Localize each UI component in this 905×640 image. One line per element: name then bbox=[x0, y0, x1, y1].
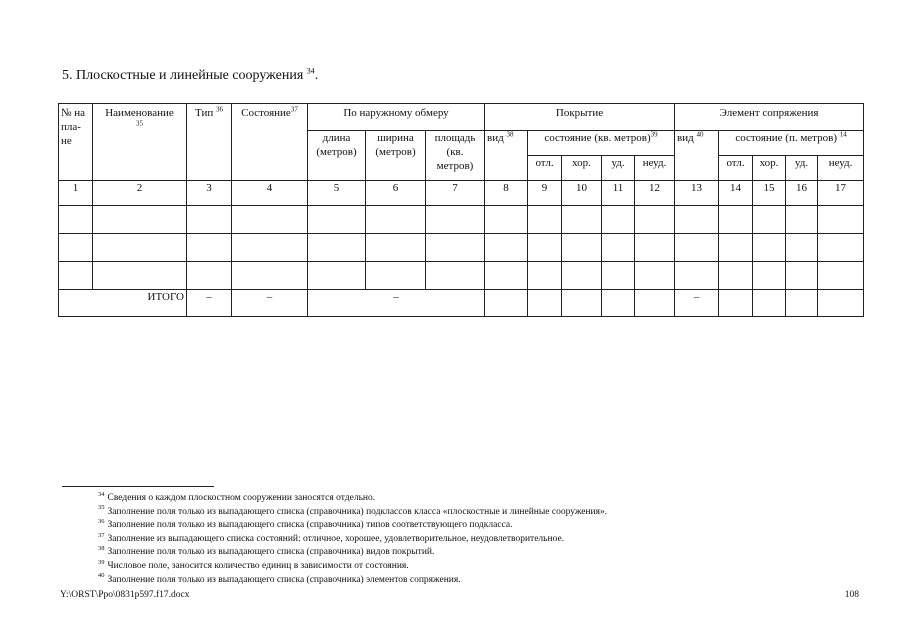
grade-cell: неуд. bbox=[635, 156, 675, 181]
grade-cell: отл. bbox=[528, 156, 562, 181]
header-state: Состояние$^{37}$ bbox=[232, 104, 308, 181]
col-number: 6 bbox=[366, 181, 426, 206]
table-row bbox=[59, 234, 864, 262]
grade-cell: хор. bbox=[753, 156, 786, 181]
grade-cell: хор. bbox=[562, 156, 602, 181]
col-number: 5 bbox=[308, 181, 366, 206]
header-name: Наименование $^{35}$ bbox=[93, 104, 187, 181]
header-joint-state: состояние (п. метров) $^{14}$ bbox=[719, 131, 864, 156]
header-type: Тип $^{36}$ bbox=[187, 104, 232, 181]
section-title: 5. Плоскостные и линейные сооружения $^{34}$. bbox=[62, 66, 319, 83]
section-title-text: 5. Плоскостные и линейные сооружения bbox=[62, 68, 304, 83]
col-number: 15 bbox=[753, 181, 786, 206]
header-cover: Покрытие bbox=[485, 104, 675, 131]
footnote-ref-34: 34 bbox=[306, 66, 315, 76]
footnote-item: $^{36}$ Заполнение поля только из выпадающего списка (справочника) типов соответствующего подкласса. bbox=[98, 518, 513, 531]
header-length: длина (метров) bbox=[308, 131, 366, 181]
footnote-separator bbox=[62, 486, 214, 487]
total-label: ИТОГО bbox=[59, 290, 187, 317]
col-number: 17 bbox=[818, 181, 864, 206]
col-number: 1 bbox=[59, 181, 93, 206]
col-number: 3 bbox=[187, 181, 232, 206]
total-dash: – bbox=[232, 290, 308, 317]
total-dash: – bbox=[187, 290, 232, 317]
header-cover-kind: вид $^{38}$ bbox=[485, 131, 528, 181]
total-dash: – bbox=[675, 290, 719, 317]
footnote-item: $^{35}$ Заполнение поля только из выпадающего списка (справочника) подклассов класса «плоскостные и линейные сооружения». bbox=[98, 504, 608, 517]
total-row bbox=[59, 290, 864, 317]
footnote-item: $^{39}$ Числовое поле, заносится количество единиц в зависимости от состояния. bbox=[98, 558, 409, 571]
footnote-item: $^{40}$ Заполнение поля только из выпадающего списка (справочника) элементов сопряжения. bbox=[98, 572, 461, 585]
total-dash: – bbox=[308, 290, 485, 317]
table-row bbox=[59, 206, 864, 234]
header-plan-no: № на пла-не bbox=[59, 104, 93, 181]
header-area: площадь (кв. метров) bbox=[426, 131, 485, 181]
header-width: ширина (метров) bbox=[366, 131, 426, 181]
header-joint: Элемент сопряжения bbox=[675, 104, 864, 131]
grade-cell: уд. bbox=[602, 156, 635, 181]
col-number: 9 bbox=[528, 181, 562, 206]
structures-table bbox=[58, 103, 864, 317]
col-number: 13 bbox=[675, 181, 719, 206]
col-number: 4 bbox=[232, 181, 308, 206]
col-number: 10 bbox=[562, 181, 602, 206]
col-number: 16 bbox=[786, 181, 818, 206]
col-number: 8 bbox=[485, 181, 528, 206]
footnote-item: $^{37}$ Заполнение из выпадающего списка состояний: отличное, хорошее, удовлетворительное, неудовлетворительное. bbox=[98, 531, 565, 544]
grade-cell: отл. bbox=[719, 156, 753, 181]
col-number: 12 bbox=[635, 181, 675, 206]
table-row bbox=[59, 262, 864, 290]
column-number-row bbox=[59, 181, 864, 206]
grade-cell: уд. bbox=[786, 156, 818, 181]
footnote-item: $^{34}$ Сведения о каждом плоскостном сооружении заносятся отдельно. bbox=[98, 490, 376, 503]
document-path: Y:\ORST\Ppo\0831p597.f17.docx bbox=[60, 590, 190, 600]
col-number: 11 bbox=[602, 181, 635, 206]
col-number: 14 bbox=[719, 181, 753, 206]
col-number: 2 bbox=[93, 181, 187, 206]
footnotes bbox=[98, 492, 607, 587]
header-cover-state: состояние (кв. метров)$^{39}$ bbox=[528, 131, 675, 156]
grade-cell: неуд. bbox=[818, 156, 864, 181]
header-joint-kind: вид $^{40}$ bbox=[675, 131, 719, 181]
header-outer: По наружному обмеру bbox=[308, 104, 485, 131]
col-number: 7 bbox=[426, 181, 485, 206]
page-number: 108 bbox=[844, 590, 859, 600]
footnote-item: $^{38}$ Заполнение поля только из выпадающего списка (справочника) видов покрытий. bbox=[98, 545, 435, 558]
